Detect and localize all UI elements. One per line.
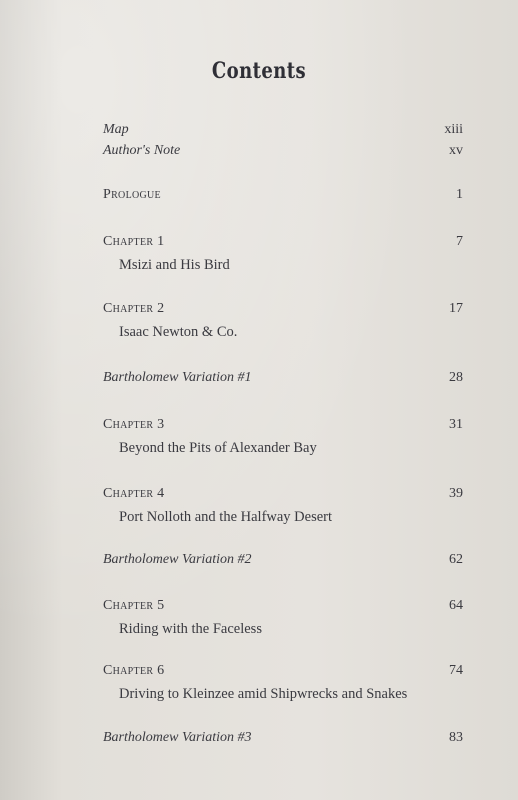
- toc-entry-page: 64: [449, 598, 463, 613]
- toc-entry-subtitle: Isaac Newton & Co.: [119, 324, 238, 340]
- toc-entry-chapter-4: [103, 485, 463, 526]
- toc-entry-page: 17: [449, 301, 463, 316]
- toc-entry-bartholomew-2: [103, 551, 463, 569]
- toc-entry-label: Author's Note: [103, 143, 181, 158]
- toc-entry-label: Chapter 6: [103, 663, 165, 678]
- toc-entry-page: xv: [449, 143, 463, 158]
- toc-entry-chapter-6: [103, 662, 463, 703]
- toc-entry-subtitle: Driving to Kleinzee amid Shipwrecks and Snakes: [119, 686, 408, 702]
- toc-entry-chapter-2: [103, 300, 463, 341]
- toc-entry-label: Prologue: [103, 187, 161, 202]
- toc-entry-authors-note: [103, 142, 463, 160]
- toc-entry-map: [103, 121, 463, 139]
- toc-entry-page: 74: [449, 663, 463, 678]
- toc-entry-prologue: [103, 186, 463, 204]
- toc-entry-label: Chapter 2: [103, 301, 165, 316]
- toc-entry-page: 1: [456, 187, 463, 202]
- toc-entry-label: Chapter 3: [103, 417, 165, 432]
- toc-entry-label: Chapter 1: [103, 234, 165, 249]
- toc-entry-label: Bartholomew Variation #1: [103, 370, 252, 385]
- toc-entry-page: 7: [456, 234, 463, 249]
- toc-entry-page: 39: [449, 486, 463, 501]
- toc-entry-page: 28: [449, 370, 463, 385]
- toc-entry-subtitle: Riding with the Faceless: [119, 621, 262, 637]
- toc-entry-page: 83: [449, 730, 463, 745]
- toc-entry-label: Map: [103, 122, 129, 137]
- toc-entry-page: 31: [449, 417, 463, 432]
- toc-entry-bartholomew-3: [103, 729, 463, 747]
- toc-entry-subtitle: Msizi and His Bird: [119, 257, 230, 273]
- page-title: Contents: [211, 58, 307, 84]
- toc-entry-subtitle: Port Nolloth and the Halfway Desert: [119, 509, 333, 525]
- toc-entry-chapter-1: [103, 233, 463, 274]
- toc-entry-page: 62: [449, 552, 463, 567]
- toc-entry-subtitle: Beyond the Pits of Alexander Bay: [119, 440, 317, 456]
- toc-entry-label: Bartholomew Variation #2: [103, 552, 252, 567]
- toc-entry-chapter-3: [103, 416, 463, 457]
- toc-entry-chapter-5: [103, 597, 463, 638]
- toc-entry-bartholomew-1: [103, 369, 463, 387]
- toc-entry-label: Bartholomew Variation #3: [103, 730, 252, 745]
- toc-entry-page: xiii: [444, 122, 463, 137]
- toc-entry-label: Chapter 5: [103, 598, 165, 613]
- toc-entry-label: Chapter 4: [103, 486, 165, 501]
